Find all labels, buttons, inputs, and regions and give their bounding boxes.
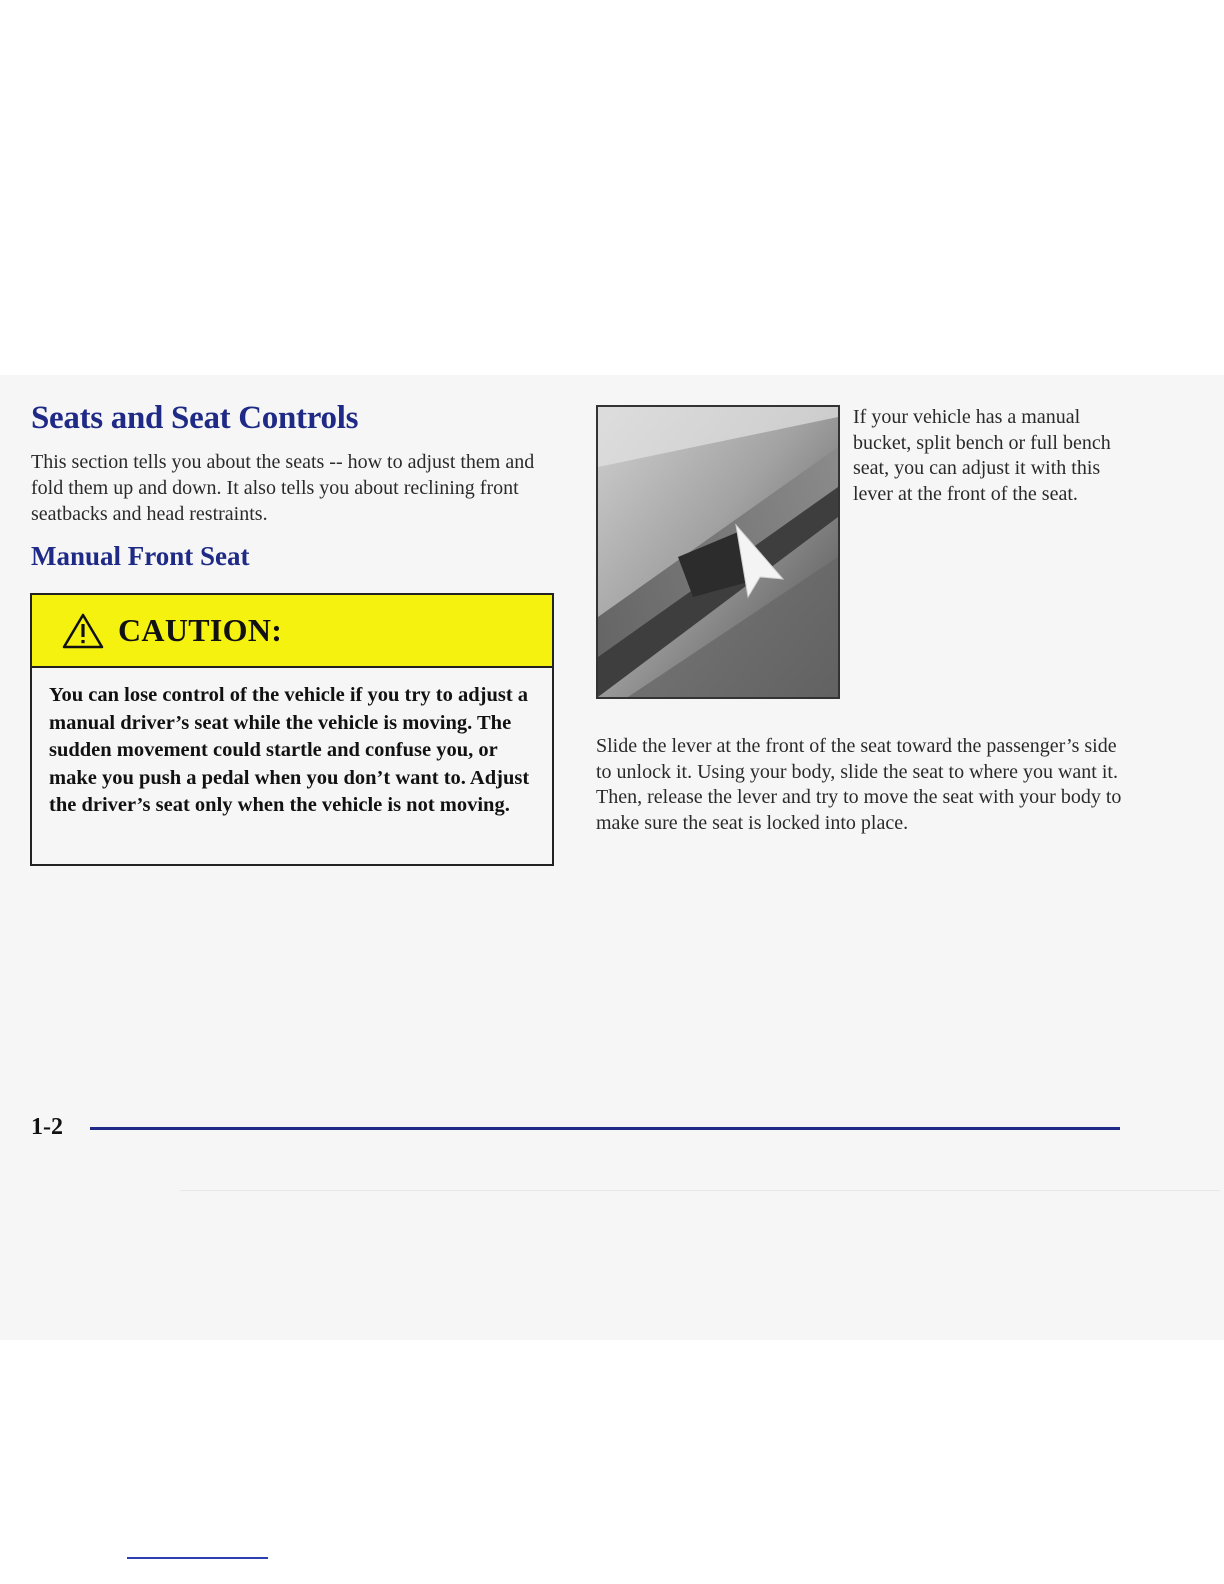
bottom-accent-line — [127, 1557, 268, 1559]
figure-caption: If your vehicle has a manual bucket, split bench or full bench seat, you can adjust it with this lever at the front of the seat. — [853, 406, 1111, 505]
seat-lever-photo — [596, 405, 840, 699]
footer-rule — [90, 1127, 1120, 1130]
caution-title: CAUTION: — [118, 612, 283, 648]
section-title: Seats and Seat Controls — [31, 400, 359, 436]
body-paragraph: Slide the lever at the front of the seat toward the passenger’s side to unlock it. Using your body, slide the seat to where you want it. Then, release the lever and try to move the seat with your body to make sure the seat is locked into place. — [596, 735, 1122, 834]
warning-triangle-icon — [62, 613, 104, 649]
section-intro: This section tells you about the seats -- how to adjust them and fold them up and down. It also tells you about reclining front seatbacks and head restraints. — [31, 451, 535, 525]
caution-box — [30, 593, 554, 866]
subsection-title: Manual Front Seat — [31, 541, 250, 571]
seat-lever-illustration — [598, 407, 838, 697]
faint-divider — [180, 1190, 1220, 1191]
page-number: 1-2 — [31, 1114, 63, 1140]
caution-text: You can lose control of the vehicle if you try to adjust a manual driver’s seat while the vehicle is moving. The sudden movement could startle and confuse you, or make you push a pedal when you don’t want to. Adjust the driver’s seat only when the vehicle is not moving. — [49, 684, 530, 816]
caution-header — [32, 595, 552, 668]
